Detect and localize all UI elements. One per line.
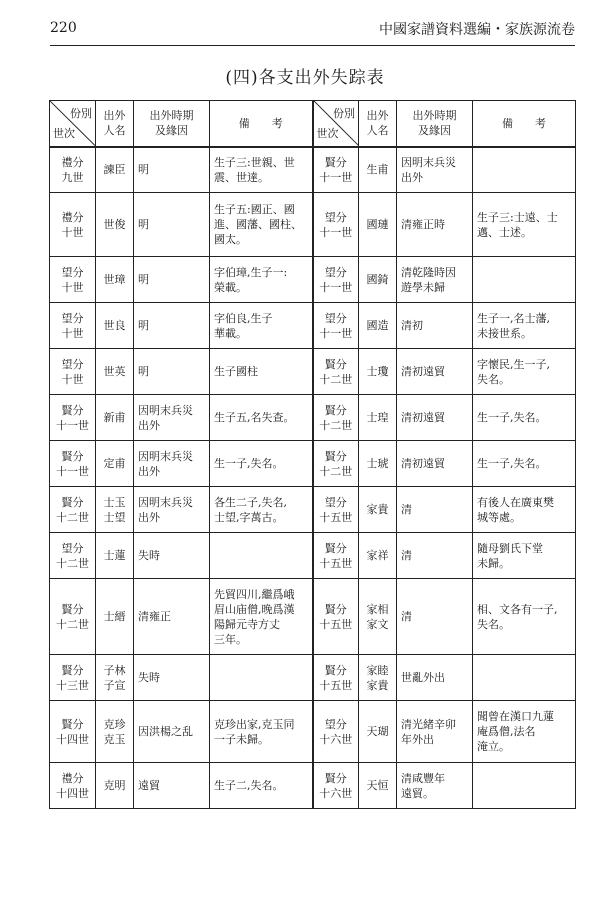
right-period-cell: 清	[397, 533, 473, 579]
right-name-cell: 家貴	[359, 487, 397, 533]
left-generation-cell: 賢分 十二世	[50, 579, 96, 655]
column-header-notes: 備 考	[210, 101, 313, 147]
right-period-cell: 清	[397, 487, 473, 533]
right-notes-cell	[473, 763, 576, 809]
left-notes-cell	[210, 533, 313, 579]
left-generation-cell: 望分 十世	[50, 257, 96, 303]
right-name-cell: 士琥	[359, 441, 397, 487]
left-generation-cell: 禮分 十四世	[50, 763, 96, 809]
table-row	[50, 147, 576, 193]
right-generation-cell: 賢分 十二世	[313, 441, 359, 487]
left-name-cell: 士縉	[96, 579, 134, 655]
column-header-period: 出外時期 及緣因	[134, 101, 210, 147]
diagonal-header-cell	[50, 101, 96, 147]
right-generation-cell: 賢分 十五世	[313, 655, 359, 701]
left-period-cell: 因明末兵災 出外	[134, 487, 210, 533]
left-period-cell: 明	[134, 257, 210, 303]
left-period-cell: 因明末兵災 出外	[134, 395, 210, 441]
right-generation-cell: 賢分 十二世	[313, 349, 359, 395]
right-name-cell: 國錡	[359, 257, 397, 303]
right-period-cell: 世亂外出	[397, 655, 473, 701]
left-notes-cell: 生子國柱	[210, 349, 313, 395]
left-period-cell: 因明末兵災 出外	[134, 441, 210, 487]
left-name-cell: 克明	[96, 763, 134, 809]
right-period-cell: 清初	[397, 303, 473, 349]
table-row	[50, 763, 576, 809]
left-notes-cell: 生子五,名失查。	[210, 395, 313, 441]
right-name-cell: 士瑝	[359, 395, 397, 441]
page-number: 220	[50, 20, 77, 36]
left-name-cell: 定甫	[96, 441, 134, 487]
right-period-cell: 清初遠貿	[397, 395, 473, 441]
left-period-cell: 遠貿	[134, 763, 210, 809]
page-title: (四)各支出外失踪表	[225, 68, 385, 88]
right-notes-cell: 字懷民,生一子, 失名。	[473, 349, 576, 395]
right-name-cell: 士瓊	[359, 349, 397, 395]
left-name-cell: 士蓮	[96, 533, 134, 579]
left-notes-cell: 生子五:國正、國 進、國藩、國柱、 國太。	[210, 193, 313, 257]
table-row	[50, 441, 576, 487]
right-notes-cell: 隨母劉氏下堂 未歸。	[473, 533, 576, 579]
left-period-cell: 清雍正	[134, 579, 210, 655]
table-row	[50, 655, 576, 701]
table-row	[50, 579, 576, 655]
left-period-cell: 明	[134, 193, 210, 257]
right-generation-cell: 望分 十一世	[313, 257, 359, 303]
right-notes-cell: 聞曾在漢口九蓮 庵爲僧,法名 淹立。	[473, 701, 576, 763]
table-row	[50, 701, 576, 763]
right-generation-cell: 賢分 十五世	[313, 579, 359, 655]
right-period-cell: 清光緒辛卯 年外出	[397, 701, 473, 763]
column-header-name: 出外 人名	[96, 101, 134, 147]
left-period-cell: 失時	[134, 655, 210, 701]
right-notes-cell: 相、文各有一子, 失名。	[473, 579, 576, 655]
left-generation-cell: 賢分 十一世	[50, 395, 96, 441]
right-generation-cell: 賢分 十五世	[313, 533, 359, 579]
column-header-generation: 世次	[316, 126, 339, 140]
left-generation-cell: 賢分 十三世	[50, 655, 96, 701]
right-name-cell: 國造	[359, 303, 397, 349]
left-name-cell: 克珍 克玉	[96, 701, 134, 763]
right-period-cell: 因明末兵災 出外	[397, 147, 473, 193]
left-name-cell: 新甫	[96, 395, 134, 441]
right-notes-cell: 有後人在廣東樊 城等處。	[473, 487, 576, 533]
column-header-notes: 備 考	[473, 101, 576, 147]
header-rule	[50, 45, 575, 46]
left-generation-cell: 望分 十二世	[50, 533, 96, 579]
left-notes-cell: 生子三:世親、世 震、世達。	[210, 147, 313, 193]
right-notes-cell: 生子三:士遠、士 邁、士述。	[473, 193, 576, 257]
right-period-cell: 清初遠貿	[397, 441, 473, 487]
column-header-generation: 世次	[53, 126, 75, 140]
table-row	[50, 193, 576, 257]
running-title: 中國家譜資料選編・家族源流卷	[379, 22, 575, 38]
right-period-cell: 清	[397, 579, 473, 655]
left-generation-cell: 望分 十世	[50, 303, 96, 349]
column-header-branch: 份別	[333, 107, 355, 120]
left-generation-cell: 賢分 十四世	[50, 701, 96, 763]
diagonal-header-cell	[313, 101, 359, 147]
left-notes-cell: 字伯良,生子 華載。	[210, 303, 313, 349]
right-notes-cell	[473, 655, 576, 701]
left-notes-cell: 先貿四川,繼爲峨 眉山庙僧,晚爲漢 陽歸元寺方丈 三年。	[210, 579, 313, 655]
left-name-cell: 世俊	[96, 193, 134, 257]
right-name-cell: 天恒	[359, 763, 397, 809]
left-period-cell: 失時	[134, 533, 210, 579]
right-name-cell: 家祥	[359, 533, 397, 579]
column-header-branch: 份別	[70, 107, 92, 120]
left-name-cell: 世良	[96, 303, 134, 349]
right-generation-cell: 賢分 十二世	[313, 395, 359, 441]
right-name-cell: 國璉	[359, 193, 397, 257]
column-header-name: 出外 人名	[359, 101, 397, 147]
table-row	[50, 395, 576, 441]
left-period-cell: 明	[134, 349, 210, 395]
table-header-row	[50, 101, 576, 147]
right-notes-cell: 生子一,名士藩, 未接世系。	[473, 303, 576, 349]
left-name-cell: 世璋	[96, 257, 134, 303]
left-name-cell: 士玉 士望	[96, 487, 134, 533]
table-row	[50, 303, 576, 349]
left-name-cell: 子林 子宣	[96, 655, 134, 701]
table-row	[50, 257, 576, 303]
right-notes-cell: 生一子,失名。	[473, 395, 576, 441]
left-generation-cell: 賢分 十二世	[50, 487, 96, 533]
left-period-cell: 因洪楊之乱	[134, 701, 210, 763]
table-row	[50, 487, 576, 533]
right-period-cell: 清乾隆時因 遊學未歸	[397, 257, 473, 303]
missing-persons-table	[49, 100, 576, 809]
left-generation-cell: 望分 十世	[50, 349, 96, 395]
left-notes-cell: 字伯璋,生子一: 榮載。	[210, 257, 313, 303]
right-name-cell: 生甫	[359, 147, 397, 193]
left-period-cell: 明	[134, 147, 210, 193]
left-notes-cell	[210, 655, 313, 701]
right-generation-cell: 望分 十五世	[313, 487, 359, 533]
left-notes-cell: 克珍出家,克玉同 一子未歸。	[210, 701, 313, 763]
right-name-cell: 家睦 家貴	[359, 655, 397, 701]
right-generation-cell: 望分 十六世	[313, 701, 359, 763]
left-period-cell: 明	[134, 303, 210, 349]
left-generation-cell: 禮分 十世	[50, 193, 96, 257]
right-notes-cell: 生一子,失名。	[473, 441, 576, 487]
page-header	[50, 16, 575, 46]
right-notes-cell	[473, 147, 576, 193]
right-period-cell: 清雍正時	[397, 193, 473, 257]
right-generation-cell: 賢分 十一世	[313, 147, 359, 193]
table-row	[50, 533, 576, 579]
left-generation-cell: 禮分 九世	[50, 147, 96, 193]
column-header-period: 出外時期 及緣因	[397, 101, 473, 147]
right-generation-cell: 望分 十一世	[313, 303, 359, 349]
right-period-cell: 清初遠貿	[397, 349, 473, 395]
left-name-cell: 諫臣	[96, 147, 134, 193]
right-period-cell: 清咸豐年 遠貿。	[397, 763, 473, 809]
left-notes-cell: 生一子,失名。	[210, 441, 313, 487]
right-name-cell: 家相 家文	[359, 579, 397, 655]
right-generation-cell: 賢分 十六世	[313, 763, 359, 809]
table-row	[50, 349, 576, 395]
left-notes-cell: 生子二,失名。	[210, 763, 313, 809]
right-name-cell: 天瑚	[359, 701, 397, 763]
right-notes-cell	[473, 257, 576, 303]
left-name-cell: 世英	[96, 349, 134, 395]
left-notes-cell: 各生二子,失名, 士望,字萬古。	[210, 487, 313, 533]
right-generation-cell: 望分 十一世	[313, 193, 359, 257]
left-generation-cell: 賢分 十一世	[50, 441, 96, 487]
